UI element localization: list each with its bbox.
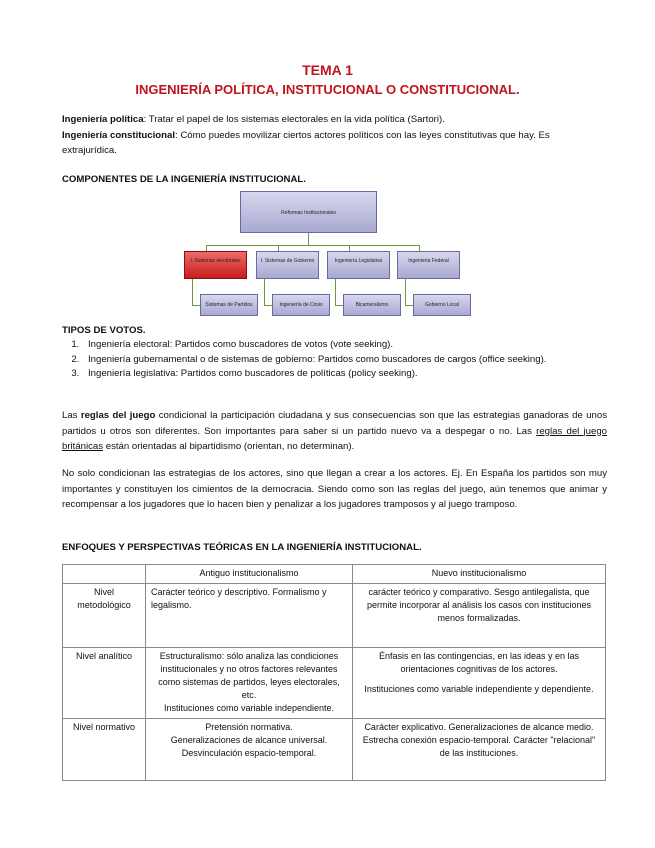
definition-constitucional: Ingeniería constitucional: Cómo puedes movilizar ciertos actores políticos con las leyes constitutivas que hay. Es extrajurídica. (62, 129, 550, 156)
list-item: 1. Ingeniería electoral: Partidos como buscadores de votos (vote seeking). (82, 338, 607, 353)
cell-new: Énfasis en las contingencias, en las ideas y en las orientaciones cognitivas de los actores. Instituciones como variable independiente y dependiente. (353, 648, 606, 719)
row-label: Nivel analítico (63, 648, 146, 719)
components-heading: COMPONENTES DE LA INGENIERÍA INSTITUCIONAL. (62, 174, 306, 185)
row-label: Nivel normativo (63, 719, 146, 781)
page-title: TEMA 1 (302, 62, 353, 78)
paragraph-actors: No solo condicionan las estrategias de los actores, sino que llegan a crear a los actores. Ej. En España los partidos son muy importantes y constituyen los cimientos de la democracia. Siendo como son las reglas del juego, aún tenemos que animar y recompensar a los jugadores que lo hacen bien y penalizar a los jugadores tramposos y al juego tramposo. (62, 468, 607, 510)
diagram-mid-box: I. Sistemas de Gobierno (256, 251, 319, 279)
cell-old: Estructuralismo: sólo analiza las condiciones institucionales y no otros factores relevantes como sistemas de partidos, leyes electorales, etc. Instituciones como variable independiente. (146, 648, 353, 719)
diagram-bottom-box: Bicameralismo (343, 294, 401, 316)
definitions (62, 112, 607, 159)
votes-heading: TIPOS DE VOTOS. (62, 325, 146, 336)
diagram-mid-box: I. Sistemas electorales (184, 251, 247, 279)
row-label: Nivel metodológico (63, 584, 146, 648)
table-header (63, 565, 146, 584)
list-item: 2. Ingeniería gubernamental o de sistemas de gobierno: Partidos como buscadores de cargos (office seeking). (82, 353, 607, 368)
components-diagram (180, 188, 476, 326)
diagram-bottom-box: Gobierno Local (413, 294, 471, 316)
list-item: 3. Ingeniería legislativa: Partidos como buscadores de políticas (policy seeking). (82, 367, 607, 382)
page-subtitle: INGENIERÍA POLÍTICA, INSTITUCIONAL O CONSTITUCIONAL. (135, 82, 520, 97)
table-header-row (63, 565, 606, 584)
comparison-table (62, 564, 606, 781)
votes-list (62, 338, 607, 382)
paragraph-rules: Las reglas del juego condicional la participación ciudadana y sus consecuencias son que las estrategias ganadoras de unos partidos u otros son diferentes. Son importantes para saber si un partido nuevo va a despegar o no. Las reglas del juego británicas están orientadas al bipartidismo (orientan, no determinan). (62, 410, 607, 452)
cell-new: Carácter explicativo. Generalizaciones de alcance medio. Estrecha conexión espacio-temporal. Carácter "relacional" de las instituciones. (353, 719, 606, 781)
definition-politica: Ingeniería política: Tratar el papel de los sistemas electorales en la vida política (Sartori). (62, 114, 445, 125)
cell-new: carácter teórico y comparativo. Sesgo antilegalista, que permite incorporar al análisis los casos con instituciones menos formalizadas. (353, 584, 606, 648)
table-header: Antiguo institucionalismo (146, 565, 353, 584)
table-row (63, 719, 606, 781)
cell-old: Pretensión normativa. Generalizaciones de alcance universal. Desvinculación espacio-temporal. (146, 719, 353, 781)
diagram-mid-box: Ingeniería Federal (397, 251, 460, 279)
table-row (63, 584, 606, 648)
approaches-heading: ENFOQUES Y PERSPECTIVAS TEÓRICAS EN LA INGENIERÍA INSTITUCIONAL. (62, 542, 422, 553)
table-row (63, 648, 606, 719)
diagram-bottom-box: Ingeniería de Crisis (272, 294, 330, 316)
diagram-bottom-box: Sistemas de Partidos (200, 294, 258, 316)
diagram-mid-box: Ingeniería Legislativa (327, 251, 390, 279)
diagram-top-box: Reformas Institucionales (240, 191, 377, 233)
cell-old: Carácter teórico y descriptivo. Formalismo y legalismo. (146, 584, 353, 648)
table-header: Nuevo institucionalismo (353, 565, 606, 584)
